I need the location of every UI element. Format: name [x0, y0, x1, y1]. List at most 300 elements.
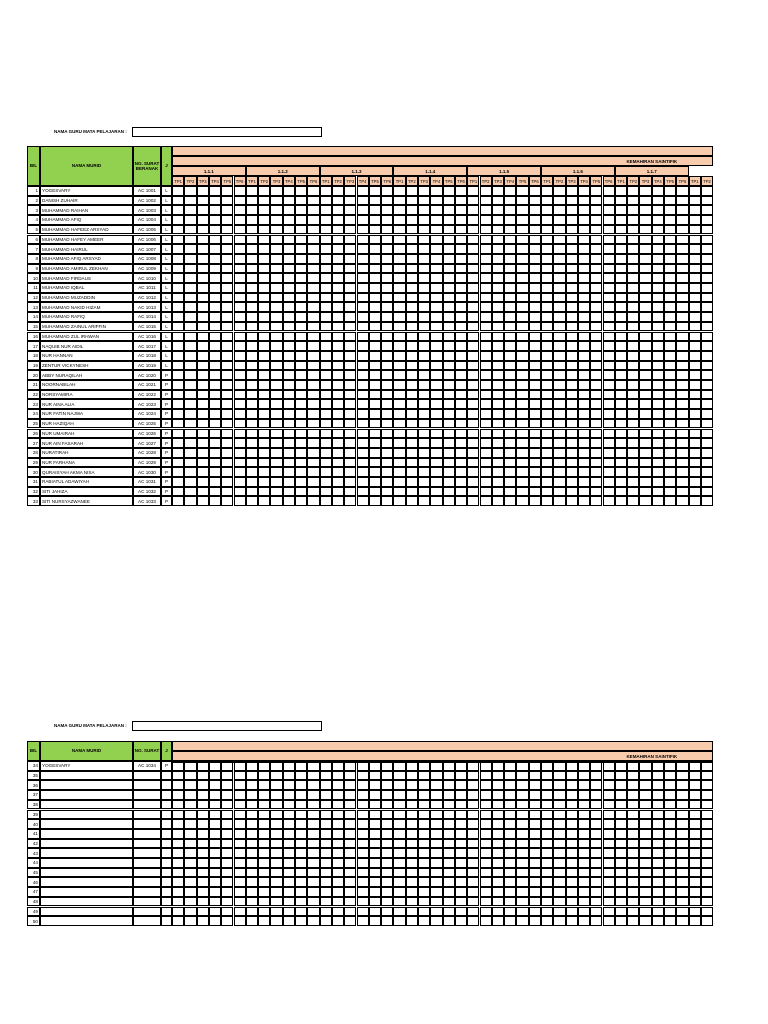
score-cell[interactable]: [221, 496, 233, 506]
score-cell[interactable]: [627, 196, 639, 206]
score-cell[interactable]: [603, 467, 615, 477]
score-cell[interactable]: [676, 196, 688, 206]
score-cell[interactable]: [406, 438, 418, 448]
score-cell[interactable]: [258, 351, 270, 361]
score-cell[interactable]: [664, 370, 676, 380]
score-cell[interactable]: [529, 254, 541, 264]
score-cell[interactable]: [480, 496, 492, 506]
score-cell[interactable]: [443, 332, 455, 342]
score-cell[interactable]: [639, 254, 651, 264]
score-cell[interactable]: [430, 467, 442, 477]
score-cell[interactable]: [406, 477, 418, 487]
score-cell[interactable]: [184, 897, 196, 907]
score-cell[interactable]: [258, 810, 270, 820]
score-cell[interactable]: [418, 351, 430, 361]
score-cell[interactable]: [504, 235, 516, 245]
score-cell[interactable]: [689, 419, 701, 429]
score-cell[interactable]: [566, 205, 578, 215]
score-cell[interactable]: [430, 312, 442, 322]
score-cell[interactable]: [406, 341, 418, 351]
score-cell[interactable]: [369, 186, 381, 196]
score-cell[interactable]: [615, 390, 627, 400]
score-cell[interactable]: [172, 283, 184, 293]
score-cell[interactable]: [221, 186, 233, 196]
score-cell[interactable]: [344, 487, 356, 497]
score-cell[interactable]: [504, 419, 516, 429]
score-cell[interactable]: [430, 448, 442, 458]
score-cell[interactable]: [627, 370, 639, 380]
score-cell[interactable]: [418, 448, 430, 458]
score-cell[interactable]: [307, 264, 319, 274]
score-cell[interactable]: [197, 848, 209, 858]
score-cell[interactable]: [357, 839, 369, 849]
score-cell[interactable]: [516, 819, 528, 829]
score-cell[interactable]: [689, 887, 701, 897]
score-cell[interactable]: [639, 419, 651, 429]
score-cell[interactable]: [480, 186, 492, 196]
score-cell[interactable]: [603, 448, 615, 458]
score-cell[interactable]: [209, 341, 221, 351]
score-cell[interactable]: [553, 496, 565, 506]
score-cell[interactable]: [590, 341, 602, 351]
score-cell[interactable]: [603, 877, 615, 887]
score-cell[interactable]: [443, 322, 455, 332]
score-cell[interactable]: [627, 351, 639, 361]
score-cell[interactable]: [406, 848, 418, 858]
score-cell[interactable]: [283, 761, 295, 771]
score-cell[interactable]: [344, 370, 356, 380]
score-cell[interactable]: [197, 225, 209, 235]
score-cell[interactable]: [258, 361, 270, 371]
score-cell[interactable]: [295, 390, 307, 400]
score-cell[interactable]: [295, 487, 307, 497]
score-cell[interactable]: [701, 322, 713, 332]
score-cell[interactable]: [221, 235, 233, 245]
score-cell[interactable]: [258, 312, 270, 322]
score-cell[interactable]: [393, 467, 405, 477]
score-cell[interactable]: [480, 771, 492, 781]
score-cell[interactable]: [406, 264, 418, 274]
score-cell[interactable]: [369, 419, 381, 429]
score-cell[interactable]: [603, 390, 615, 400]
score-cell[interactable]: [234, 235, 246, 245]
score-cell[interactable]: [283, 458, 295, 468]
score-cell[interactable]: [529, 771, 541, 781]
score-cell[interactable]: [467, 215, 479, 225]
score-cell[interactable]: [406, 916, 418, 926]
score-cell[interactable]: [381, 302, 393, 312]
score-cell[interactable]: [504, 186, 516, 196]
score-cell[interactable]: [467, 361, 479, 371]
score-cell[interactable]: [172, 761, 184, 771]
score-cell[interactable]: [393, 370, 405, 380]
score-cell[interactable]: [639, 332, 651, 342]
score-cell[interactable]: [418, 780, 430, 790]
score-cell[interactable]: [492, 390, 504, 400]
score-cell[interactable]: [197, 380, 209, 390]
score-cell[interactable]: [295, 244, 307, 254]
score-cell[interactable]: [283, 419, 295, 429]
score-cell[interactable]: [652, 380, 664, 390]
score-cell[interactable]: [430, 273, 442, 283]
score-cell[interactable]: [553, 800, 565, 810]
score-cell[interactable]: [393, 244, 405, 254]
score-cell[interactable]: [689, 225, 701, 235]
score-cell[interactable]: [516, 186, 528, 196]
score-cell[interactable]: [381, 477, 393, 487]
score-cell[interactable]: [467, 380, 479, 390]
score-cell[interactable]: [676, 477, 688, 487]
score-cell[interactable]: [639, 829, 651, 839]
score-cell[interactable]: [566, 829, 578, 839]
score-cell[interactable]: [295, 761, 307, 771]
score-cell[interactable]: [184, 780, 196, 790]
score-cell[interactable]: [639, 839, 651, 849]
score-cell[interactable]: [504, 848, 516, 858]
score-cell[interactable]: [406, 283, 418, 293]
score-cell[interactable]: [443, 819, 455, 829]
score-cell[interactable]: [406, 225, 418, 235]
score-cell[interactable]: [467, 244, 479, 254]
score-cell[interactable]: [541, 429, 553, 439]
score-cell[interactable]: [455, 419, 467, 429]
score-cell[interactable]: [369, 438, 381, 448]
score-cell[interactable]: [357, 448, 369, 458]
score-cell[interactable]: [406, 907, 418, 917]
score-cell[interactable]: [553, 419, 565, 429]
score-cell[interactable]: [566, 458, 578, 468]
score-cell[interactable]: [689, 215, 701, 225]
score-cell[interactable]: [480, 332, 492, 342]
score-cell[interactable]: [578, 477, 590, 487]
score-cell[interactable]: [172, 351, 184, 361]
teacher-name-field[interactable]: [132, 721, 322, 731]
score-cell[interactable]: [209, 235, 221, 245]
score-cell[interactable]: [221, 897, 233, 907]
score-cell[interactable]: [221, 254, 233, 264]
score-cell[interactable]: [430, 429, 442, 439]
score-cell[interactable]: [221, 351, 233, 361]
score-cell[interactable]: [516, 302, 528, 312]
score-cell[interactable]: [590, 858, 602, 868]
score-cell[interactable]: [443, 487, 455, 497]
score-cell[interactable]: [689, 467, 701, 477]
score-cell[interactable]: [553, 877, 565, 887]
score-cell[interactable]: [344, 302, 356, 312]
score-cell[interactable]: [307, 205, 319, 215]
score-cell[interactable]: [639, 887, 651, 897]
score-cell[interactable]: [369, 283, 381, 293]
score-cell[interactable]: [590, 215, 602, 225]
score-cell[interactable]: [172, 186, 184, 196]
score-cell[interactable]: [270, 829, 282, 839]
score-cell[interactable]: [480, 800, 492, 810]
score-cell[interactable]: [307, 244, 319, 254]
score-cell[interactable]: [529, 487, 541, 497]
score-cell[interactable]: [701, 332, 713, 342]
score-cell[interactable]: [627, 254, 639, 264]
score-cell[interactable]: [283, 897, 295, 907]
score-cell[interactable]: [344, 225, 356, 235]
score-cell[interactable]: [541, 244, 553, 254]
score-cell[interactable]: [246, 496, 258, 506]
score-cell[interactable]: [332, 829, 344, 839]
score-cell[interactable]: [590, 409, 602, 419]
score-cell[interactable]: [320, 448, 332, 458]
score-cell[interactable]: [516, 399, 528, 409]
score-cell[interactable]: [270, 790, 282, 800]
score-cell[interactable]: [234, 254, 246, 264]
score-cell[interactable]: [221, 477, 233, 487]
score-cell[interactable]: [332, 458, 344, 468]
score-cell[interactable]: [566, 790, 578, 800]
score-cell[interactable]: [467, 419, 479, 429]
score-cell[interactable]: [480, 419, 492, 429]
score-cell[interactable]: [652, 215, 664, 225]
score-cell[interactable]: [455, 293, 467, 303]
score-cell[interactable]: [307, 810, 319, 820]
score-cell[interactable]: [381, 196, 393, 206]
score-cell[interactable]: [664, 409, 676, 419]
score-cell[interactable]: [701, 477, 713, 487]
score-cell[interactable]: [455, 235, 467, 245]
score-cell[interactable]: [627, 761, 639, 771]
score-cell[interactable]: [664, 205, 676, 215]
score-cell[interactable]: [184, 409, 196, 419]
score-cell[interactable]: [639, 487, 651, 497]
score-cell[interactable]: [406, 380, 418, 390]
score-cell[interactable]: [639, 293, 651, 303]
score-cell[interactable]: [676, 273, 688, 283]
score-cell[interactable]: [246, 907, 258, 917]
score-cell[interactable]: [676, 438, 688, 448]
score-cell[interactable]: [664, 877, 676, 887]
score-cell[interactable]: [307, 458, 319, 468]
score-cell[interactable]: [627, 235, 639, 245]
score-cell[interactable]: [443, 302, 455, 312]
score-cell[interactable]: [639, 264, 651, 274]
score-cell[interactable]: [578, 370, 590, 380]
score-cell[interactable]: [467, 771, 479, 781]
score-cell[interactable]: [590, 429, 602, 439]
score-cell[interactable]: [270, 429, 282, 439]
score-cell[interactable]: [467, 839, 479, 849]
score-cell[interactable]: [578, 419, 590, 429]
score-cell[interactable]: [492, 800, 504, 810]
score-cell[interactable]: [234, 829, 246, 839]
score-cell[interactable]: [639, 819, 651, 829]
score-cell[interactable]: [234, 215, 246, 225]
score-cell[interactable]: [455, 399, 467, 409]
score-cell[interactable]: [320, 196, 332, 206]
score-cell[interactable]: [566, 419, 578, 429]
score-cell[interactable]: [393, 771, 405, 781]
score-cell[interactable]: [406, 868, 418, 878]
score-cell[interactable]: [689, 771, 701, 781]
score-cell[interactable]: [369, 467, 381, 477]
score-cell[interactable]: [553, 196, 565, 206]
score-cell[interactable]: [369, 399, 381, 409]
score-cell[interactable]: [701, 790, 713, 800]
score-cell[interactable]: [676, 858, 688, 868]
score-cell[interactable]: [184, 829, 196, 839]
score-cell[interactable]: [357, 244, 369, 254]
score-cell[interactable]: [516, 858, 528, 868]
score-cell[interactable]: [295, 399, 307, 409]
score-cell[interactable]: [381, 887, 393, 897]
score-cell[interactable]: [393, 322, 405, 332]
score-cell[interactable]: [234, 332, 246, 342]
score-cell[interactable]: [172, 370, 184, 380]
score-cell[interactable]: [418, 283, 430, 293]
score-cell[interactable]: [332, 800, 344, 810]
score-cell[interactable]: [234, 351, 246, 361]
score-cell[interactable]: [603, 409, 615, 419]
score-cell[interactable]: [357, 800, 369, 810]
score-cell[interactable]: [652, 916, 664, 926]
score-cell[interactable]: [406, 771, 418, 781]
score-cell[interactable]: [344, 273, 356, 283]
score-cell[interactable]: [381, 283, 393, 293]
score-cell[interactable]: [664, 186, 676, 196]
score-cell[interactable]: [283, 429, 295, 439]
score-cell[interactable]: [566, 293, 578, 303]
score-cell[interactable]: [418, 244, 430, 254]
score-cell[interactable]: [209, 264, 221, 274]
score-cell[interactable]: [381, 235, 393, 245]
score-cell[interactable]: [283, 283, 295, 293]
score-cell[interactable]: [258, 264, 270, 274]
score-cell[interactable]: [492, 819, 504, 829]
score-cell[interactable]: [480, 848, 492, 858]
score-cell[interactable]: [320, 380, 332, 390]
score-cell[interactable]: [455, 332, 467, 342]
score-cell[interactable]: [676, 225, 688, 235]
score-cell[interactable]: [307, 370, 319, 380]
score-cell[interactable]: [455, 810, 467, 820]
score-cell[interactable]: [197, 244, 209, 254]
score-cell[interactable]: [652, 887, 664, 897]
score-cell[interactable]: [283, 205, 295, 215]
score-cell[interactable]: [234, 780, 246, 790]
score-cell[interactable]: [430, 819, 442, 829]
score-cell[interactable]: [184, 361, 196, 371]
score-cell[interactable]: [307, 302, 319, 312]
score-cell[interactable]: [332, 887, 344, 897]
score-cell[interactable]: [418, 264, 430, 274]
score-cell[interactable]: [246, 312, 258, 322]
score-cell[interactable]: [393, 477, 405, 487]
score-cell[interactable]: [369, 312, 381, 322]
score-cell[interactable]: [664, 332, 676, 342]
score-cell[interactable]: [516, 477, 528, 487]
score-cell[interactable]: [639, 438, 651, 448]
score-cell[interactable]: [320, 771, 332, 781]
score-cell[interactable]: [197, 780, 209, 790]
score-cell[interactable]: [209, 829, 221, 839]
score-cell[interactable]: [430, 409, 442, 419]
score-cell[interactable]: [430, 839, 442, 849]
score-cell[interactable]: [320, 215, 332, 225]
score-cell[interactable]: [246, 361, 258, 371]
score-cell[interactable]: [578, 273, 590, 283]
score-cell[interactable]: [480, 887, 492, 897]
score-cell[interactable]: [529, 448, 541, 458]
score-cell[interactable]: [393, 283, 405, 293]
score-cell[interactable]: [504, 887, 516, 897]
score-cell[interactable]: [344, 409, 356, 419]
score-cell[interactable]: [516, 448, 528, 458]
score-cell[interactable]: [344, 858, 356, 868]
score-cell[interactable]: [603, 351, 615, 361]
score-cell[interactable]: [283, 235, 295, 245]
score-cell[interactable]: [332, 790, 344, 800]
score-cell[interactable]: [627, 496, 639, 506]
score-cell[interactable]: [172, 829, 184, 839]
score-cell[interactable]: [344, 887, 356, 897]
score-cell[interactable]: [492, 370, 504, 380]
score-cell[interactable]: [184, 477, 196, 487]
score-cell[interactable]: [234, 916, 246, 926]
score-cell[interactable]: [590, 186, 602, 196]
score-cell[interactable]: [172, 244, 184, 254]
score-cell[interactable]: [418, 819, 430, 829]
score-cell[interactable]: [258, 225, 270, 235]
score-cell[interactable]: [480, 877, 492, 887]
score-cell[interactable]: [701, 409, 713, 419]
score-cell[interactable]: [455, 390, 467, 400]
score-cell[interactable]: [529, 205, 541, 215]
score-cell[interactable]: [664, 273, 676, 283]
score-cell[interactable]: [221, 487, 233, 497]
score-cell[interactable]: [246, 868, 258, 878]
score-cell[interactable]: [664, 293, 676, 303]
score-cell[interactable]: [578, 429, 590, 439]
score-cell[interactable]: [516, 225, 528, 235]
score-cell[interactable]: [320, 477, 332, 487]
score-cell[interactable]: [443, 877, 455, 887]
score-cell[interactable]: [197, 399, 209, 409]
score-cell[interactable]: [603, 361, 615, 371]
score-cell[interactable]: [258, 244, 270, 254]
score-cell[interactable]: [639, 810, 651, 820]
score-cell[interactable]: [246, 877, 258, 887]
score-cell[interactable]: [627, 273, 639, 283]
score-cell[interactable]: [492, 235, 504, 245]
score-cell[interactable]: [270, 332, 282, 342]
score-cell[interactable]: [406, 487, 418, 497]
score-cell[interactable]: [234, 897, 246, 907]
score-cell[interactable]: [221, 829, 233, 839]
score-cell[interactable]: [369, 839, 381, 849]
score-cell[interactable]: [246, 771, 258, 781]
score-cell[interactable]: [270, 312, 282, 322]
score-cell[interactable]: [492, 244, 504, 254]
score-cell[interactable]: [430, 293, 442, 303]
score-cell[interactable]: [295, 205, 307, 215]
score-cell[interactable]: [357, 341, 369, 351]
score-cell[interactable]: [344, 877, 356, 887]
score-cell[interactable]: [332, 351, 344, 361]
score-cell[interactable]: [295, 897, 307, 907]
score-cell[interactable]: [246, 264, 258, 274]
score-cell[interactable]: [369, 351, 381, 361]
score-cell[interactable]: [504, 341, 516, 351]
score-cell[interactable]: [307, 390, 319, 400]
score-cell[interactable]: [369, 448, 381, 458]
score-cell[interactable]: [209, 293, 221, 303]
score-cell[interactable]: [221, 370, 233, 380]
